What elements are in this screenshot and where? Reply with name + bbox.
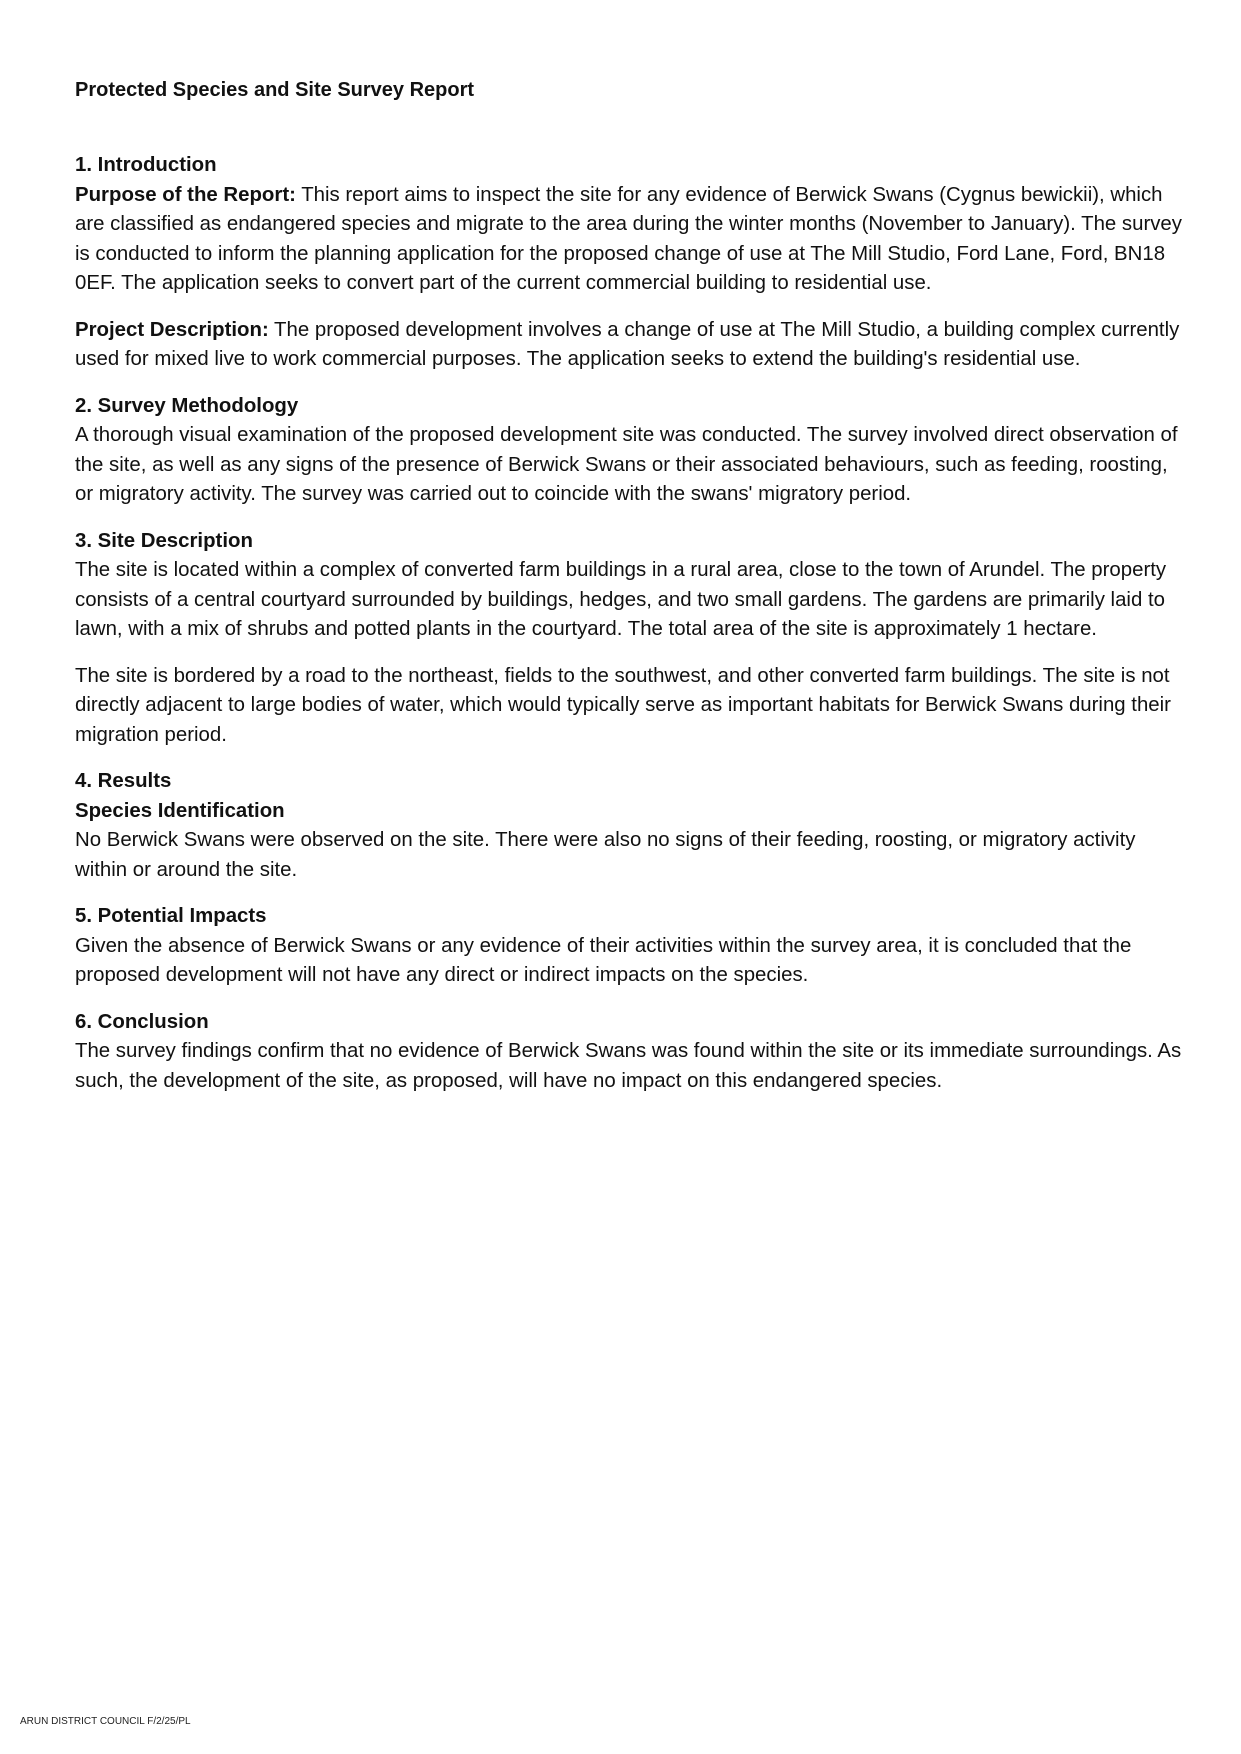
paragraph-purpose — [75, 181, 1185, 299]
section-subheading: Species Identification — [75, 799, 285, 822]
section-heading: 1. Introduction — [75, 154, 217, 176]
paragraph-lead: Purpose of the Report: — [75, 183, 296, 206]
paragraph-text: The proposed development involves a change of use at The Mill Studio, a building complex currently used for mixed live to work commercial purposes. The application seeks to extend the building's residential use. — [75, 318, 1180, 370]
section-heading: 3. Site Description — [75, 529, 253, 552]
section-introduction — [75, 151, 1185, 375]
section-conclusion — [75, 1008, 1185, 1097]
paragraph-text: Given the absence of Berwick Swans or any evidence of their activities within the survey area, it is concluded that the proposed development will not have any direct or indirect impacts on the species. — [75, 934, 1132, 986]
page-footer: ARUN DISTRICT COUNCIL F/2/25/PL — [20, 1716, 191, 1727]
section-survey-methodology — [75, 392, 1185, 510]
paragraph-text: No Berwick Swans were observed on the site. There were also no signs of their feeding, roosting, or migratory activity within or around the site. — [75, 829, 1136, 881]
paragraph-text: The survey findings confirm that no evidence of Berwick Swans was found within the site or its immediate surroundings. As such, the development of the site, as proposed, will have no impact on this endangered species. — [75, 1040, 1182, 1092]
section-heading: 6. Conclusion — [75, 1010, 209, 1033]
section-results — [75, 767, 1185, 885]
paragraph-lead: Project Description: — [75, 318, 269, 341]
section-potential-impacts — [75, 902, 1185, 991]
document-title: Protected Species and Site Survey Report — [75, 79, 475, 101]
document-body — [75, 151, 1185, 1113]
paragraph-project-description — [75, 316, 1185, 375]
section-site-description — [75, 527, 1185, 751]
section-heading: 4. Results — [75, 770, 172, 792]
section-heading: 2. Survey Methodology — [75, 394, 299, 417]
paragraph-text: The site is bordered by a road to the northeast, fields to the southwest, and other converted farm buildings. The site is not directly adjacent to large bodies of water, which would typically serve as important habitats for Berwick Swans during their migration period. — [75, 664, 1171, 746]
paragraph-text: A thorough visual examination of the proposed development site was conducted. The survey involved direct observation of the site, as well as any signs of the presence of Berwick Swans or their associated behaviours, such as feeding, roosting, or migratory activity. The survey was carried out to coincide with the swans' migratory period. — [75, 424, 1178, 505]
section-heading: 5. Potential Impacts — [75, 905, 267, 927]
paragraph-text: The site is located within a complex of converted farm buildings in a rural area, close to the town of Arundel. The property consists of a central courtyard surrounded by buildings, hedges, and two small gardens. The gardens are primarily laid to lawn, with a mix of shrubs and potted plants in the courtyard. The total area of the site is approximately 1 hectare. — [75, 559, 1167, 640]
paragraph-text: This report aims to inspect the site for any evidence of Berwick Swans (Cygnus bewickii), which are classified as endangered species and migrate to the area during the winter months (November to January). The survey is conducted to inform the planning application for the proposed change of use at The Mill Studio, Ford Lane, Ford, BN18 0EF. The application seeks to convert part of the current commercial building to residential use. — [75, 183, 1182, 294]
